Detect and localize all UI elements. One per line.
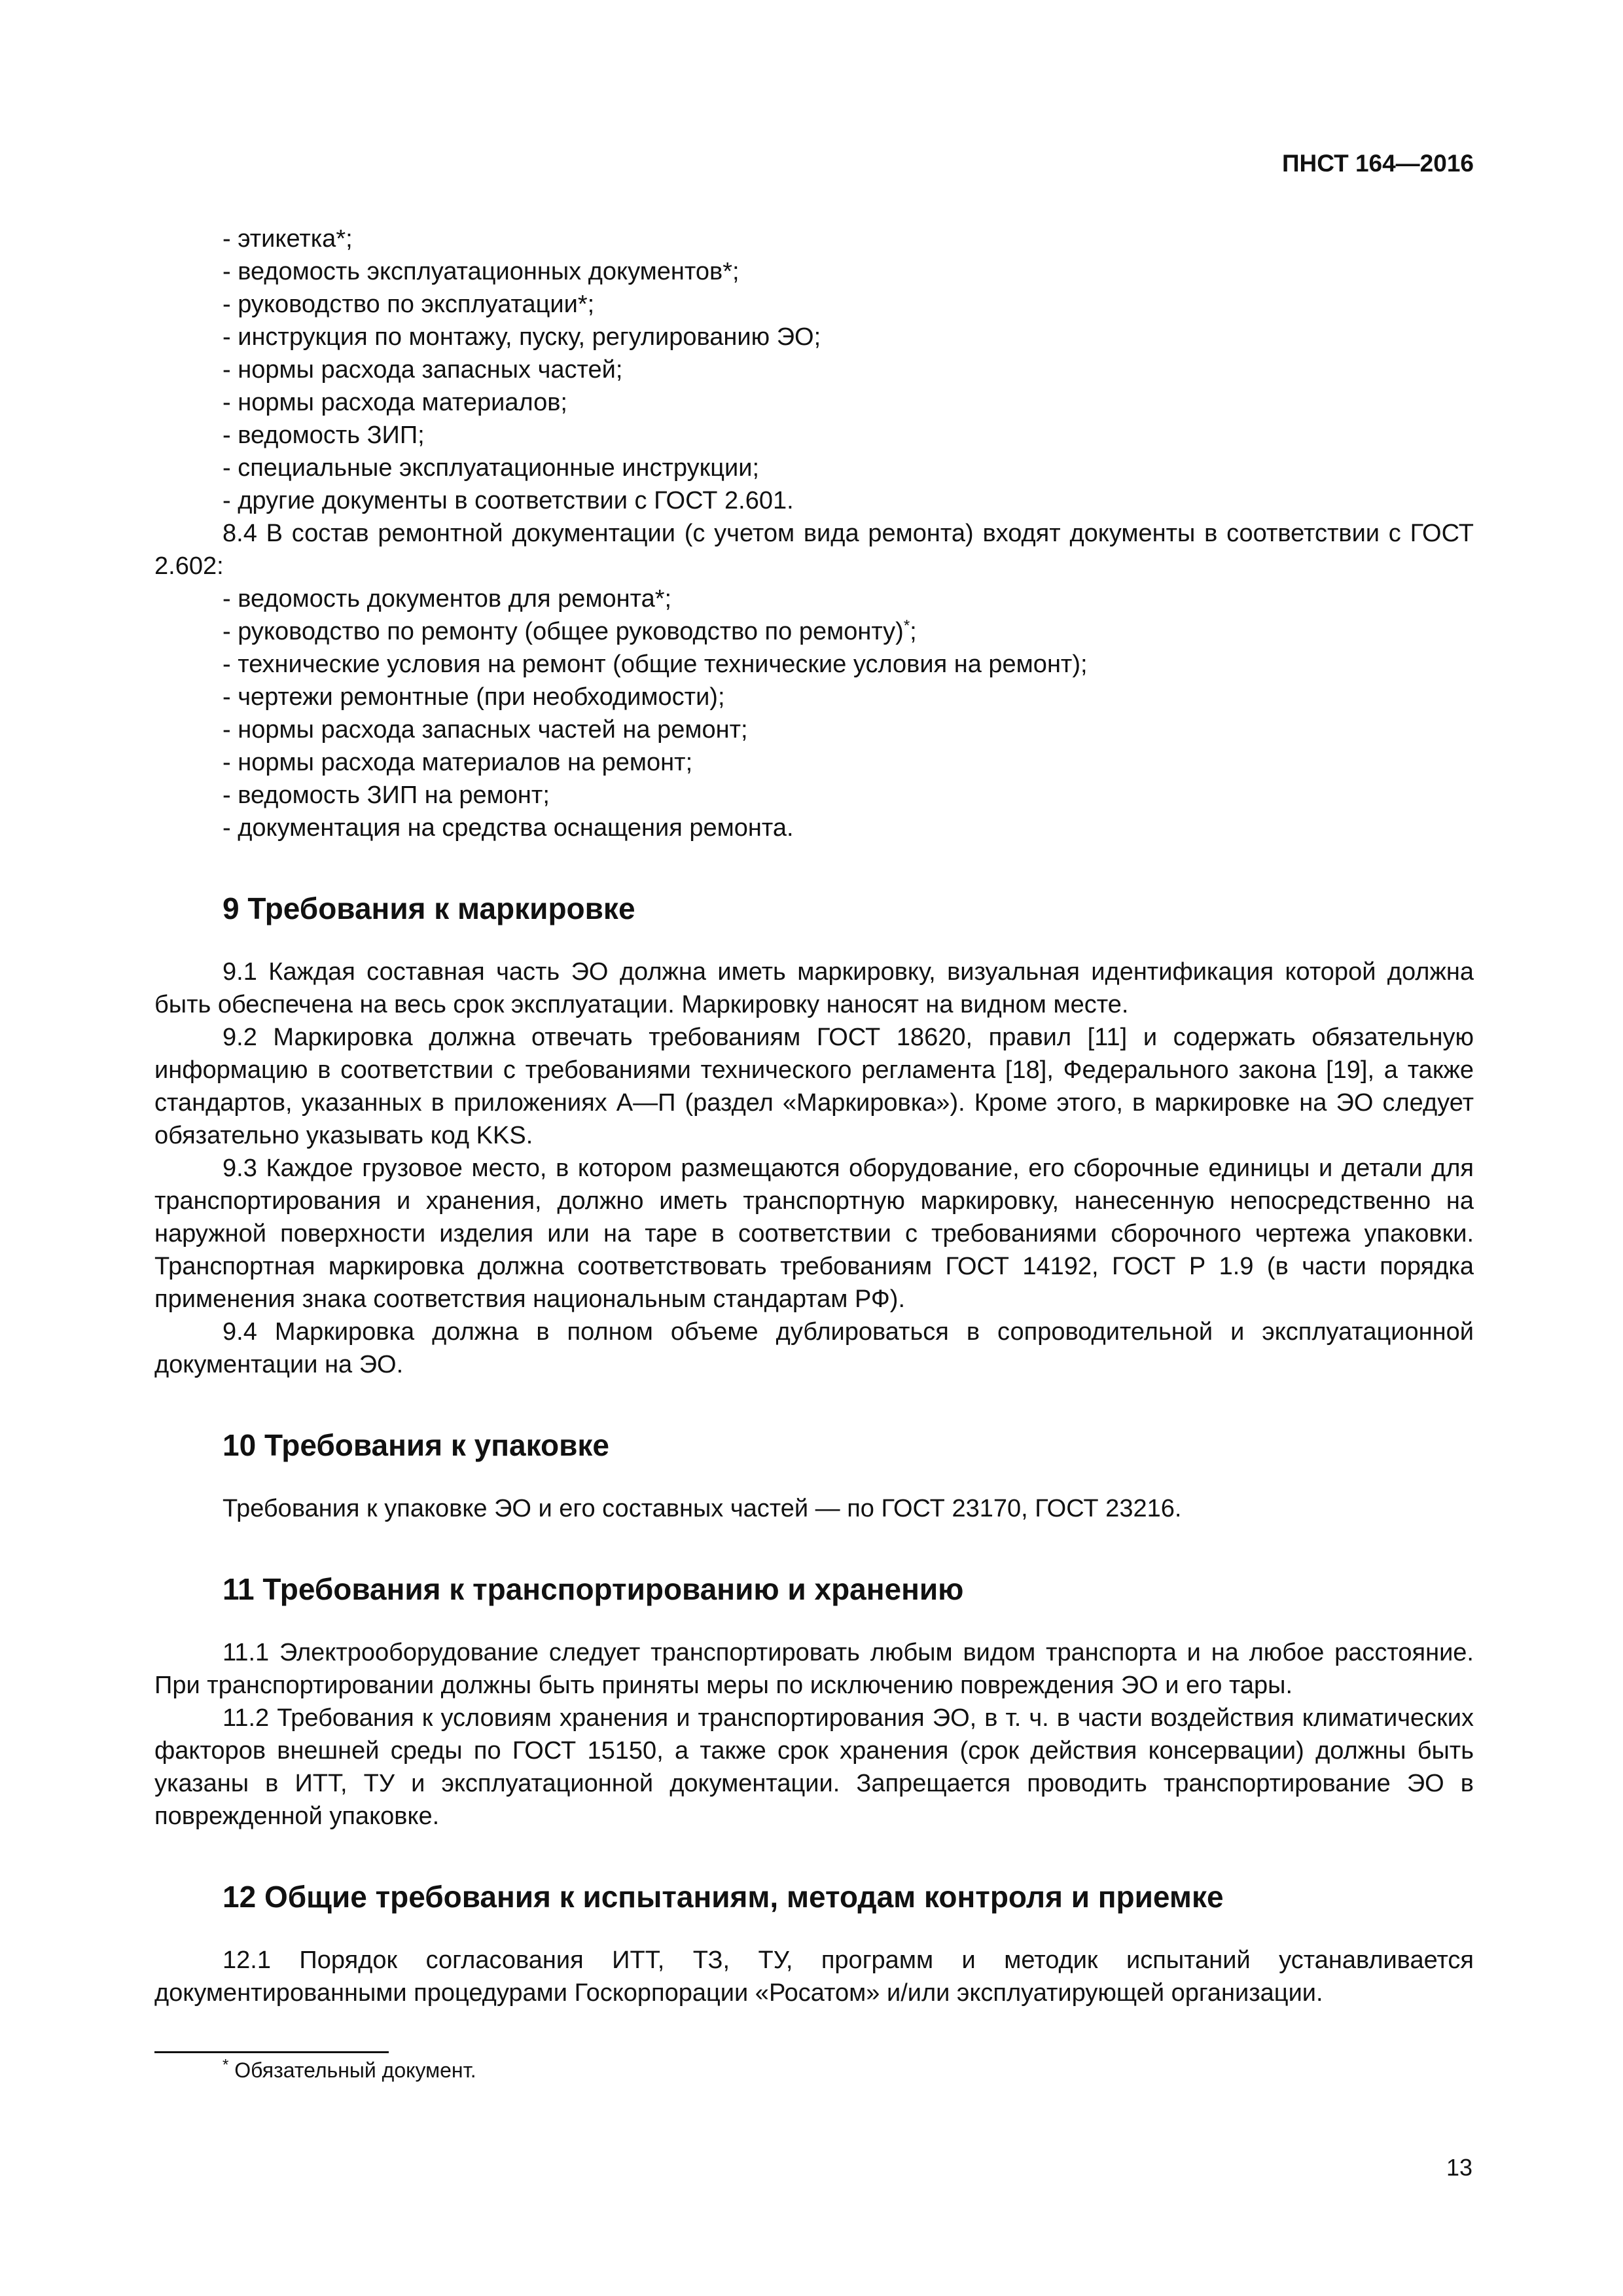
list-item-text: - руководство по ремонту (общее руководство по ремонту)	[223, 618, 904, 645]
list-item: - документация на средства оснащения ремонта.	[223, 814, 794, 842]
list-item: - ведомость ЗИП;	[223, 422, 425, 449]
footnote-mark: *	[223, 2056, 229, 2074]
document-code: ПНСТ 164—2016	[1281, 150, 1474, 177]
list-item: - ведомость документов для ремонта*;	[223, 585, 672, 613]
page-content	[154, 223, 1474, 2009]
paragraph-9-2: 9.2 Маркировка должна отвечать требованиям ГОСТ 18620, правил [11] и содержать обязательную информацию в соответствии с требованиями технического регламента [18], Федерального закона [19], а также стандартов, указанных в приложениях А—П (раздел «Маркировка»). Кроме этого, в маркировке на ЭО следует обязательно указывать код KKS.	[154, 1024, 1474, 1149]
paragraph-9-3: 9.3 Каждое грузовое место, в котором размещаются оборудование, его сборочные единицы и детали для транспортирования и хранения, должно иметь транспортную маркировку, нанесенную непосредственно на наружной поверхности изделия или на таре в соответствии с требованиями сборочного чертежа упаковки. Транспортная маркировка должна соответствовать требованиям ГОСТ 14192, ГОСТ Р 1.9 (в части порядка применения знака соответствия национальным стандартам РФ).	[154, 1155, 1474, 1313]
list-item: - этикетка*;	[223, 225, 353, 253]
page-number: 13	[1446, 2154, 1472, 2181]
list-item: - нормы расхода запасных частей;	[223, 356, 623, 384]
paragraph-8-4: 8.4 В состав ремонтной документации (с учетом вида ремонта) входят документы в соответствии с ГОСТ 2.602:	[154, 520, 1474, 580]
repair-docs-list	[154, 583, 1474, 844]
list-item: - нормы расхода материалов;	[223, 389, 567, 416]
list-item: - нормы расхода материалов на ремонт;	[223, 749, 693, 776]
paragraph-12-1: 12.1 Порядок согласования ИТТ, ТЗ, ТУ, программ и методик испытаний устанавливается документированными процедурами Госкорпорации «Росатом» и/или эксплуатирующей организации.	[154, 1946, 1474, 2007]
section-12-heading: 12 Общие требования к испытаниям, методам контроля и приемке	[223, 1880, 1224, 1914]
section-9-heading: 9 Требования к маркировке	[223, 891, 635, 925]
paragraph-9-1: 9.1 Каждая составная часть ЭО должна иметь маркировку, визуальная идентификация которой должна быть обеспечена на весь срок эксплуатации. Маркировку наносят на видном месте.	[154, 958, 1474, 1018]
section-10-heading: 10 Требования к упаковке	[223, 1428, 609, 1462]
list-item	[154, 615, 1474, 648]
list-item: - ведомость эксплуатационных документов*;	[223, 258, 740, 285]
list-item: - ведомость ЗИП на ремонт;	[223, 781, 550, 809]
paragraph-11-1: 11.1 Электрооборудование следует транспортировать любым видом транспорта и на любое расстояние. При транспортировании должны быть приняты меры по исключению повреждения ЭО и его тары.	[154, 1639, 1474, 1699]
list-item: - руководство по эксплуатации*;	[223, 291, 595, 318]
list-item: - чертежи ремонтные (при необходимости);	[223, 683, 725, 711]
paragraph-9-4: 9.4 Маркировка должна в полном объеме дублироваться в сопроводительной и эксплуатационной документации на ЭО.	[154, 1318, 1474, 1378]
list-item: - другие документы в соответствии с ГОСТ 2.601.	[223, 487, 794, 514]
footnote	[223, 2056, 476, 2084]
footnote-text: Обязательный документ.	[228, 2058, 476, 2082]
list-item: - нормы расхода запасных частей на ремонт;	[223, 716, 748, 744]
footnote-divider	[154, 2051, 389, 2053]
list-item: - технические условия на ремонт (общие технические условия на ремонт);	[223, 651, 1088, 678]
paragraph-11-2: 11.2 Требования к условиям хранения и транспортирования ЭО, в т. ч. в части воздействия климатических факторов внешней среды по ГОСТ 15150, а также срок хранения (срок действия консервации) должны быть указаны в ИТТ, ТУ и эксплуатационной документации. Запрещается проводить транспортирование ЭО в поврежденной упаковке.	[154, 1704, 1474, 1830]
footnote-marker: *	[903, 617, 910, 635]
paragraph-10: Требования к упаковке ЭО и его составных частей — по ГОСТ 23170, ГОСТ 23216.	[223, 1495, 1182, 1522]
list-item: - специальные эксплуатационные инструкции;	[223, 454, 760, 482]
operational-docs-list	[154, 223, 1474, 517]
section-11-heading: 11 Требования к транспортированию и хранению	[223, 1572, 964, 1606]
list-item: - инструкция по монтажу, пуску, регулированию ЭО;	[223, 323, 821, 351]
list-item-end: ;	[910, 618, 917, 645]
